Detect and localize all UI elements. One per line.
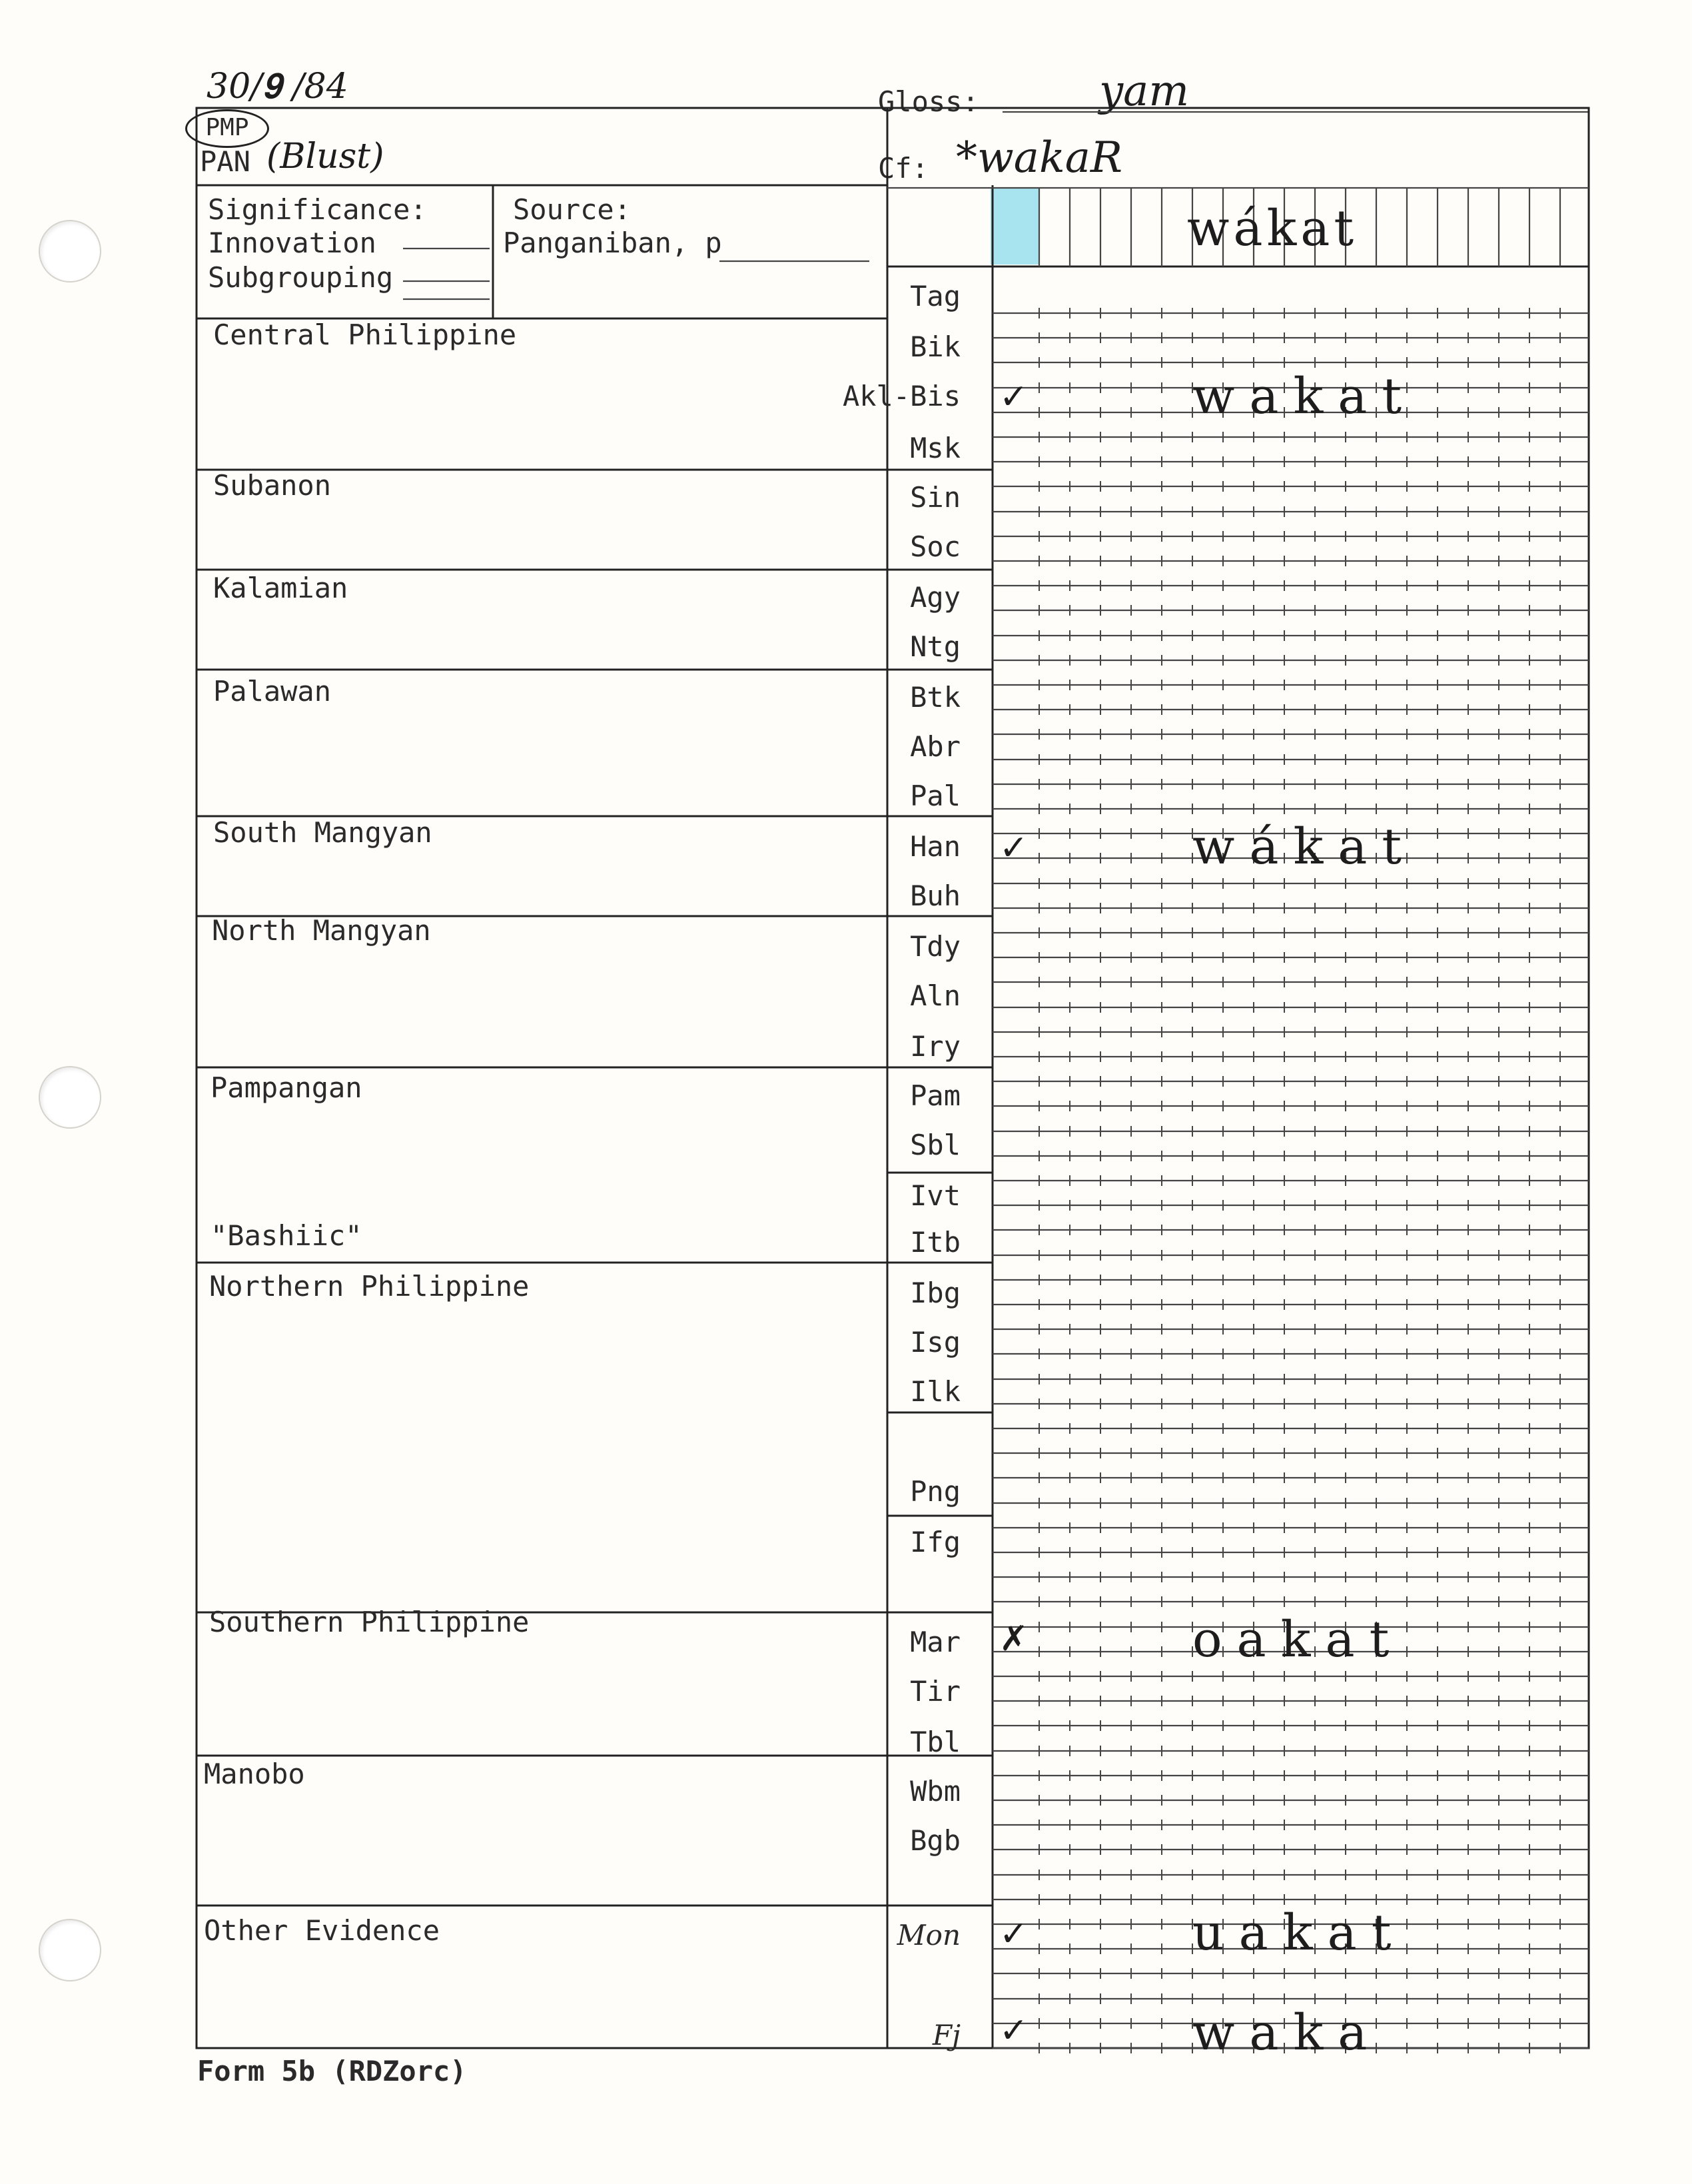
- entry-akl-bis: wakat: [1192, 368, 1417, 425]
- language-code-wbm: Wbm: [910, 1775, 961, 1808]
- highlight-cell: [991, 188, 1039, 265]
- entry-mar: oakat: [1192, 1611, 1404, 1668]
- language-code-isg: Isg: [910, 1326, 961, 1359]
- language-code-abr: Abr: [910, 730, 961, 763]
- group-southern-philippine: Southern Philippine: [209, 1606, 530, 1638]
- language-code-ntg: Ntg: [910, 630, 961, 663]
- language-code-bgb: Bgb: [910, 1824, 961, 1857]
- language-code-ibg: Ibg: [910, 1277, 961, 1309]
- group-bashiic: "Bashiic": [211, 1219, 362, 1252]
- language-code-ivt: Ivt: [910, 1179, 961, 1212]
- language-code-akl-bis: Akl-Bis: [842, 380, 961, 412]
- language-code-sin: Sin: [910, 481, 961, 514]
- group-kalamian: Kalamian: [213, 572, 348, 604]
- language-code-pam: Pam: [910, 1079, 961, 1112]
- form-footer: Form 5b (RDZorc): [197, 2055, 467, 2087]
- check-mar: ✗: [999, 1619, 1029, 1659]
- language-code-soc: Soc: [910, 530, 961, 563]
- entry-fj: waka: [1192, 2004, 1382, 2061]
- language-code-ilk: Ilk: [910, 1375, 961, 1408]
- language-code-tdy: Tdy: [910, 930, 961, 963]
- language-code-tbl: Tbl: [910, 1726, 961, 1758]
- headword: wákat: [1187, 200, 1358, 257]
- language-code-aln: Aln: [910, 979, 961, 1012]
- language-code-iry: Iry: [910, 1030, 961, 1063]
- cf-label: Cf:: [878, 152, 929, 185]
- language-code-btk: Btk: [910, 681, 961, 714]
- group-northern-philippine: Northern Philippine: [209, 1270, 530, 1303]
- cf-value: *wakaR: [956, 133, 1123, 183]
- pmp-label: PMP: [185, 109, 269, 148]
- group-subanon: Subanon: [213, 469, 332, 502]
- language-code-png: Png: [910, 1475, 961, 1508]
- group-other-evidence: Other Evidence: [204, 1914, 440, 1947]
- significance-label: Significance:: [208, 193, 427, 226]
- language-code-pal: Pal: [910, 780, 961, 812]
- gloss-value: yam: [1099, 67, 1189, 116]
- gloss-label: Gloss:: [878, 85, 979, 118]
- check-mon: ✓: [999, 1914, 1029, 1954]
- language-code-msk: Msk: [910, 432, 961, 464]
- language-code-ifg: Ifg: [910, 1526, 961, 1558]
- group-south-mangyan: South Mangyan: [213, 816, 432, 849]
- innovation-label: Innovation: [208, 227, 376, 259]
- group-north-mangyan: North Mangyan: [212, 914, 431, 947]
- language-code-itb: Itb: [910, 1226, 961, 1259]
- language-code-tir: Tir: [910, 1675, 961, 1708]
- group-central-philippine: Central Philippine: [213, 318, 517, 351]
- check-akl-bis: ✓: [999, 377, 1029, 417]
- group-palawan: Palawan: [213, 675, 332, 708]
- language-code-agy: Agy: [910, 581, 961, 614]
- pan-label: PAN: [200, 145, 250, 178]
- language-code-han: Han: [910, 830, 961, 863]
- language-code-mar: Mar: [910, 1626, 961, 1658]
- language-code-sbl: Sbl: [910, 1129, 961, 1161]
- subgrouping-label: Subgrouping: [208, 261, 394, 294]
- date: 30/𝟗 /84: [207, 67, 348, 107]
- language-code-fj: Fj: [932, 2019, 961, 2051]
- pan-note: (Blust): [266, 137, 384, 177]
- language-code-mon: Mon: [897, 1919, 961, 1951]
- group-pampangan: Pampangan: [211, 1071, 362, 1104]
- check-han: ✓: [999, 828, 1029, 868]
- entry-mon: uakat: [1192, 1904, 1406, 1961]
- language-code-bik: Bik: [910, 330, 961, 363]
- language-code-tag: Tag: [910, 280, 961, 312]
- group-manobo: Manobo: [204, 1758, 305, 1790]
- entry-han: wákat: [1192, 818, 1417, 875]
- language-code-buh: Buh: [910, 879, 961, 912]
- source-box: [493, 185, 887, 318]
- source-label: Source:: [513, 193, 632, 226]
- row-lines: [993, 308, 1589, 2053]
- source-value: Panganiban, p: [503, 227, 722, 259]
- check-fj: ✓: [999, 2011, 1029, 2051]
